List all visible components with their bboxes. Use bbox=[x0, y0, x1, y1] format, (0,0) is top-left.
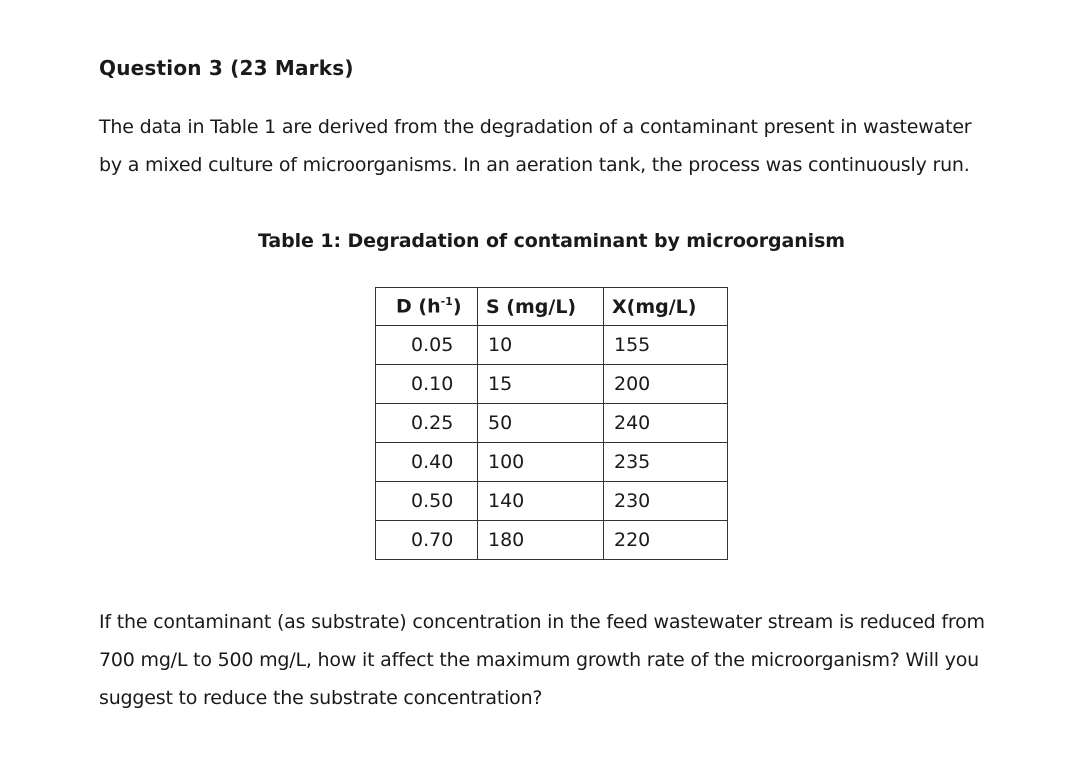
cell-s: 140 bbox=[478, 482, 604, 521]
cell-s: 50 bbox=[478, 404, 604, 443]
table-row bbox=[376, 404, 728, 443]
table-row bbox=[376, 326, 728, 365]
table-row bbox=[376, 482, 728, 521]
table-row bbox=[376, 521, 728, 560]
header-dilution-rate bbox=[376, 288, 478, 326]
cell-s: 15 bbox=[478, 365, 604, 404]
cell-x: 240 bbox=[604, 404, 728, 443]
followup-line-2: 700 mg/L to 500 mg/L, how it affect the maximum growth rate of the microorganism? Will you bbox=[99, 649, 980, 671]
followup-line-1: If the contaminant (as substrate) concentration in the feed wastewater stream is reduced from bbox=[99, 611, 985, 633]
cell-s: 10 bbox=[478, 326, 604, 365]
header-substrate: S (mg/L) bbox=[478, 288, 604, 326]
intro-line-1: The data in Table 1 are derived from the degradation of a contaminant present in wastewater bbox=[99, 116, 972, 138]
table-caption: Table 1: Degradation of contaminant by microorganism bbox=[258, 230, 845, 252]
header-d-suffix: ) bbox=[452, 295, 462, 318]
header-d-exponent: -1 bbox=[440, 295, 453, 309]
table-row bbox=[376, 365, 728, 404]
header-biomass: X(mg/L) bbox=[604, 288, 728, 326]
table-row bbox=[376, 443, 728, 482]
question-intro bbox=[99, 108, 1029, 184]
header-d-prefix: D (h bbox=[396, 295, 441, 318]
cell-d: 0.25 bbox=[376, 404, 478, 443]
followup-question bbox=[99, 603, 1029, 717]
cell-d: 0.10 bbox=[376, 365, 478, 404]
table-header-row bbox=[376, 288, 728, 326]
cell-d: 0.70 bbox=[376, 521, 478, 560]
cell-x: 235 bbox=[604, 443, 728, 482]
cell-s: 180 bbox=[478, 521, 604, 560]
cell-s: 100 bbox=[478, 443, 604, 482]
cell-x: 155 bbox=[604, 326, 728, 365]
cell-x: 220 bbox=[604, 521, 728, 560]
cell-d: 0.05 bbox=[376, 326, 478, 365]
cell-x: 230 bbox=[604, 482, 728, 521]
cell-d: 0.50 bbox=[376, 482, 478, 521]
cell-d: 0.40 bbox=[376, 443, 478, 482]
intro-line-2: by a mixed culture of microorganisms. In an aeration tank, the process was continuously run. bbox=[99, 154, 970, 176]
question-heading: Question 3 (23 Marks) bbox=[99, 56, 354, 80]
followup-line-3: suggest to reduce the substrate concentration? bbox=[99, 687, 543, 709]
cell-x: 200 bbox=[604, 365, 728, 404]
data-table bbox=[375, 287, 728, 560]
